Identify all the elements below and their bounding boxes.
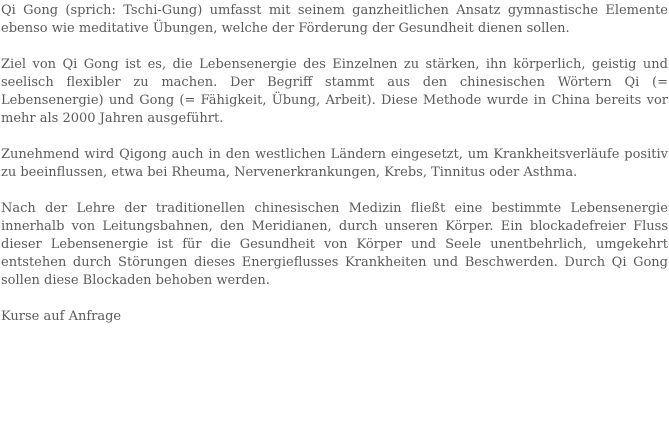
qigong-text-page [0,2,669,433]
paragraph-intro: Qi Gong (sprich: Tschi-Gung) umfasst mit seinem ganzheitlichen Ansatz gymnastische Elemente ebenso wie meditative Übungen, welche der Förderung der Gesundheit dienen sollen. [1,3,668,36]
paragraph-tcm-theory: Nach der Lehre der traditionellen chinesischen Medizin fließt eine bestimmte Lebensenergie innerhalb von Leitungsbahnen, den Meridianen, durch unseren Körper. Ein blockadefreier Fluss dieser Lebensenergie ist für die Gesundheit von Körper und Seele unentbehrlich, umgekehrt entstehen durch Störungen dieses Energieflusses Krankheiten und Beschwerden. Durch Qi Gong sollen diese Blockaden behoben werden. [1,201,668,288]
courses-on-request: Kurse auf Anfrage [1,309,122,324]
paragraph-western-use: Zunehmend wird Qigong auch in den westlichen Ländern eingesetzt, um Krankheitsverläufe positiv zu beeinflussen, etwa bei Rheuma, Nervenerkrankungen, Krebs, Tinnitus oder Asthma. [1,147,668,180]
paragraph-goal: Ziel von Qi Gong ist es, die Lebensenergie des Einzelnen zu stärken, ihn körperlich, geistig und seelisch flexibler zu machen. Der Begriff stammt aus den chinesischen Wörtern Qi (= Lebensenergie) und Gong (= Fähigkeit, Übung, Arbeit). Diese Methode wurde in China bereits vor mehr als 2000 Jahren ausgeführt. [1,57,668,126]
